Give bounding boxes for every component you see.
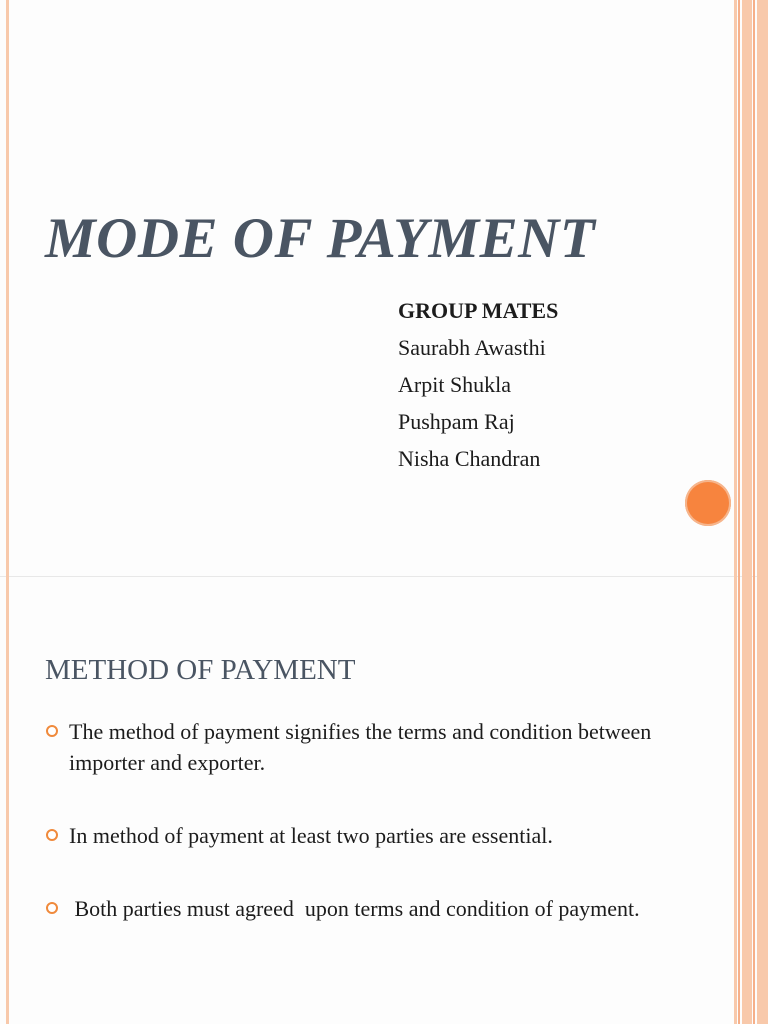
ring-bullet-icon — [46, 725, 58, 737]
slide-method — [0, 576, 768, 1024]
bullet-text: Both parties must agreed upon terms and condition of payment. — [69, 896, 640, 921]
group-member: Saurabh Awasthi — [398, 335, 546, 360]
stripe — [738, 0, 740, 576]
right-accent-stripes — [734, 576, 768, 1024]
group-member: Pushpam Raj — [398, 409, 515, 434]
bullet-item — [46, 820, 686, 851]
stripe — [738, 576, 740, 1024]
group-mates-list — [398, 296, 558, 481]
bullet-item — [46, 893, 686, 924]
section-title: METHOD OF PAYMENT — [45, 654, 356, 686]
stripe — [753, 576, 755, 1024]
stripe — [757, 0, 768, 576]
stripe — [734, 576, 737, 1024]
stripe — [742, 0, 752, 576]
slide-divider — [0, 576, 768, 577]
group-member: Arpit Shukla — [398, 372, 512, 397]
ring-bullet-icon — [46, 902, 58, 914]
bullet-list — [46, 716, 686, 924]
stripe — [734, 0, 737, 576]
left-accent-stripe — [6, 0, 9, 576]
bullet-text: In method of payment at least two parties are essential. — [69, 823, 553, 848]
ring-bullet-icon — [46, 829, 58, 841]
right-accent-stripes — [734, 0, 768, 576]
stripe — [757, 576, 768, 1024]
bullet-item — [46, 716, 686, 778]
left-accent-stripe — [6, 576, 9, 1024]
slide-main-title: MODE OF PAYMENT — [45, 207, 596, 270]
stripe — [753, 0, 755, 576]
group-member: Nisha Chandran — [398, 446, 541, 471]
stripe — [742, 576, 752, 1024]
group-heading: GROUP MATES — [398, 298, 559, 323]
orange-circle-icon — [685, 480, 731, 526]
bullet-text: The method of payment signifies the terms and condition between importer and exporter. — [69, 719, 652, 775]
